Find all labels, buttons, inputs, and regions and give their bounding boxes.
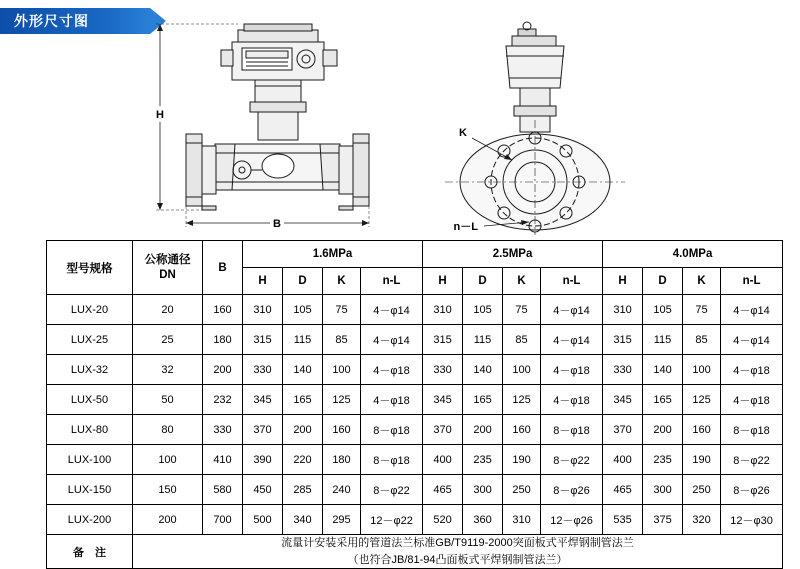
cell-model: LUX-50 (47, 385, 133, 415)
cell-dn: 100 (133, 445, 203, 475)
cell-model: LUX-80 (47, 415, 133, 445)
note-content (133, 535, 783, 569)
header-dn-line1: 公称通径 (144, 254, 191, 267)
cell-16-d: 285 (283, 475, 323, 505)
dimension-drawing (120, 10, 680, 235)
table-row (47, 295, 783, 325)
cell-40-d: 200 (643, 415, 683, 445)
cell-40-d: 105 (643, 295, 683, 325)
cell-dn: 20 (133, 295, 203, 325)
header-40-nl: n-L (721, 268, 783, 295)
dimension-label-h: H (156, 109, 164, 121)
cell-40-k: 320 (683, 505, 721, 535)
cell-40-d: 115 (643, 325, 683, 355)
cell-b: 330 (203, 415, 243, 445)
header-25-d: D (463, 268, 503, 295)
cell-16-k: 295 (323, 505, 361, 535)
cell-16-h: 450 (243, 475, 283, 505)
cell-25-k: 125 (503, 385, 541, 415)
cell-40-h: 465 (603, 475, 643, 505)
cell-dn: 25 (133, 325, 203, 355)
header-40-k: K (683, 268, 721, 295)
cell-25-nl: 4－φ18 (541, 355, 603, 385)
cell-40-nl: 4－φ18 (721, 385, 783, 415)
header-25-nl: n-L (541, 268, 603, 295)
cell-16-h: 370 (243, 415, 283, 445)
cell-16-nl: 4－φ14 (361, 325, 423, 355)
cell-dn: 80 (133, 415, 203, 445)
cell-40-nl: 8－φ18 (721, 415, 783, 445)
cell-b: 180 (203, 325, 243, 355)
note-label: 备 注 (47, 535, 133, 569)
cell-25-k: 75 (503, 295, 541, 325)
cell-model: LUX-200 (47, 505, 133, 535)
table-note-row (47, 535, 783, 569)
table-header-group-row (47, 241, 783, 268)
cell-16-nl: 8－φ22 (361, 475, 423, 505)
header-group-25mpa: 2.5MPa (423, 241, 603, 268)
cell-40-k: 85 (683, 325, 721, 355)
cell-16-h: 500 (243, 505, 283, 535)
cell-40-k: 75 (683, 295, 721, 325)
cell-40-d: 140 (643, 355, 683, 385)
table-row (47, 445, 783, 475)
cell-40-h: 330 (603, 355, 643, 385)
cell-model: LUX-32 (47, 355, 133, 385)
section-title: 外形尺寸图 (14, 13, 89, 29)
cell-25-nl: 4－φ14 (541, 295, 603, 325)
cell-b: 700 (203, 505, 243, 535)
cell-40-nl: 8－φ26 (721, 475, 783, 505)
header-25-h: H (423, 268, 463, 295)
cell-40-d: 300 (643, 475, 683, 505)
header-40-d: D (643, 268, 683, 295)
cell-40-nl: 4－φ14 (721, 325, 783, 355)
cell-16-nl: 12－φ22 (361, 505, 423, 535)
cell-40-nl: 12－φ30 (721, 505, 783, 535)
cell-16-d: 200 (283, 415, 323, 445)
cell-model: LUX-20 (47, 295, 133, 325)
cell-40-k: 160 (683, 415, 721, 445)
cell-16-d: 220 (283, 445, 323, 475)
cell-25-k: 85 (503, 325, 541, 355)
cell-25-nl: 8－φ22 (541, 445, 603, 475)
cell-25-h: 345 (423, 385, 463, 415)
cell-16-nl: 8－φ18 (361, 445, 423, 475)
cell-25-nl: 8－φ26 (541, 475, 603, 505)
cell-40-k: 125 (683, 385, 721, 415)
cell-40-h: 370 (603, 415, 643, 445)
cell-25-nl: 4－φ14 (541, 325, 603, 355)
cell-dn: 200 (133, 505, 203, 535)
cell-25-d: 360 (463, 505, 503, 535)
cell-25-d: 235 (463, 445, 503, 475)
cell-model: LUX-25 (47, 325, 133, 355)
cell-16-h: 330 (243, 355, 283, 385)
side-view-drawing (153, 24, 369, 230)
cell-40-nl: 4－φ18 (721, 355, 783, 385)
specification-table (46, 240, 783, 569)
cell-40-h: 535 (603, 505, 643, 535)
cell-40-h: 315 (603, 325, 643, 355)
note-line-2: （也符合JB/81-94凸面板式平焊钢制管法兰） (347, 553, 568, 566)
cell-16-k: 180 (323, 445, 361, 475)
table-row (47, 355, 783, 385)
table-row (47, 415, 783, 445)
cell-25-nl: 4－φ18 (541, 385, 603, 415)
cell-25-h: 370 (423, 415, 463, 445)
cell-16-nl: 4－φ18 (361, 355, 423, 385)
header-16-h: H (243, 268, 283, 295)
cell-40-k: 100 (683, 355, 721, 385)
cell-dn: 150 (133, 475, 203, 505)
cell-16-h: 315 (243, 325, 283, 355)
header-40-h: H (603, 268, 643, 295)
cell-25-nl: 12－φ26 (541, 505, 603, 535)
header-16-d: D (283, 268, 323, 295)
cell-16-nl: 8－φ18 (361, 415, 423, 445)
cell-16-nl: 4－φ18 (361, 385, 423, 415)
cell-25-h: 315 (423, 325, 463, 355)
cell-16-k: 85 (323, 325, 361, 355)
cell-b: 410 (203, 445, 243, 475)
cell-16-k: 75 (323, 295, 361, 325)
header-group-16mpa: 1.6MPa (243, 241, 423, 268)
cell-40-k: 250 (683, 475, 721, 505)
cell-25-k: 310 (503, 505, 541, 535)
cell-16-k: 125 (323, 385, 361, 415)
cell-16-k: 100 (323, 355, 361, 385)
cell-dn: 32 (133, 355, 203, 385)
cell-40-k: 190 (683, 445, 721, 475)
cell-model: LUX-150 (47, 475, 133, 505)
cell-16-nl: 4－φ14 (361, 295, 423, 325)
cell-model: LUX-100 (47, 445, 133, 475)
cell-25-h: 520 (423, 505, 463, 535)
cell-25-k: 190 (503, 445, 541, 475)
cell-40-d: 235 (643, 445, 683, 475)
cell-16-d: 165 (283, 385, 323, 415)
header-25-k: K (503, 268, 541, 295)
cell-16-k: 240 (323, 475, 361, 505)
header-dn (133, 241, 203, 295)
cell-40-nl: 4－φ14 (721, 295, 783, 325)
cell-b: 580 (203, 475, 243, 505)
cell-25-k: 250 (503, 475, 541, 505)
cell-25-h: 310 (423, 295, 463, 325)
cell-25-h: 400 (423, 445, 463, 475)
header-16-k: K (323, 268, 361, 295)
cell-40-d: 375 (643, 505, 683, 535)
cell-25-d: 140 (463, 355, 503, 385)
dimension-label-nl: n－L (453, 221, 478, 233)
cell-25-h: 330 (423, 355, 463, 385)
cell-16-d: 140 (283, 355, 323, 385)
dimension-label-k: K (459, 127, 467, 139)
cell-16-d: 340 (283, 505, 323, 535)
cell-40-d: 165 (643, 385, 683, 415)
table-row (47, 385, 783, 415)
table-row (47, 325, 783, 355)
cell-25-d: 165 (463, 385, 503, 415)
cell-25-k: 160 (503, 415, 541, 445)
cell-b: 160 (203, 295, 243, 325)
cell-25-d: 300 (463, 475, 503, 505)
cell-25-d: 115 (463, 325, 503, 355)
cell-16-d: 115 (283, 325, 323, 355)
cell-dn: 50 (133, 385, 203, 415)
table-row (47, 475, 783, 505)
cell-25-d: 200 (463, 415, 503, 445)
cell-b: 200 (203, 355, 243, 385)
cell-16-k: 160 (323, 415, 361, 445)
cell-40-h: 345 (603, 385, 643, 415)
header-model: 型号规格 (47, 241, 133, 295)
front-view-drawing (445, 22, 625, 235)
header-dn-line2: DN (159, 268, 176, 281)
dimension-label-b: B (273, 218, 281, 230)
cell-16-h: 345 (243, 385, 283, 415)
specification-table-wrapper (46, 240, 773, 569)
header-group-40mpa: 4.0MPa (603, 241, 783, 268)
cell-25-nl: 8－φ18 (541, 415, 603, 445)
header-16-nl: n-L (361, 268, 423, 295)
cell-25-k: 100 (503, 355, 541, 385)
cell-25-h: 465 (423, 475, 463, 505)
cell-16-h: 310 (243, 295, 283, 325)
cell-40-h: 310 (603, 295, 643, 325)
cell-16-h: 390 (243, 445, 283, 475)
table-row (47, 505, 783, 535)
header-b: B (203, 241, 243, 295)
cell-40-h: 400 (603, 445, 643, 475)
cell-16-d: 105 (283, 295, 323, 325)
cell-40-nl: 8－φ22 (721, 445, 783, 475)
note-line-1: 流量计安装采用的管道法兰标准GB/T9119-2000突面板式平焊钢制管法兰 (281, 537, 634, 549)
cell-25-d: 105 (463, 295, 503, 325)
cell-b: 232 (203, 385, 243, 415)
